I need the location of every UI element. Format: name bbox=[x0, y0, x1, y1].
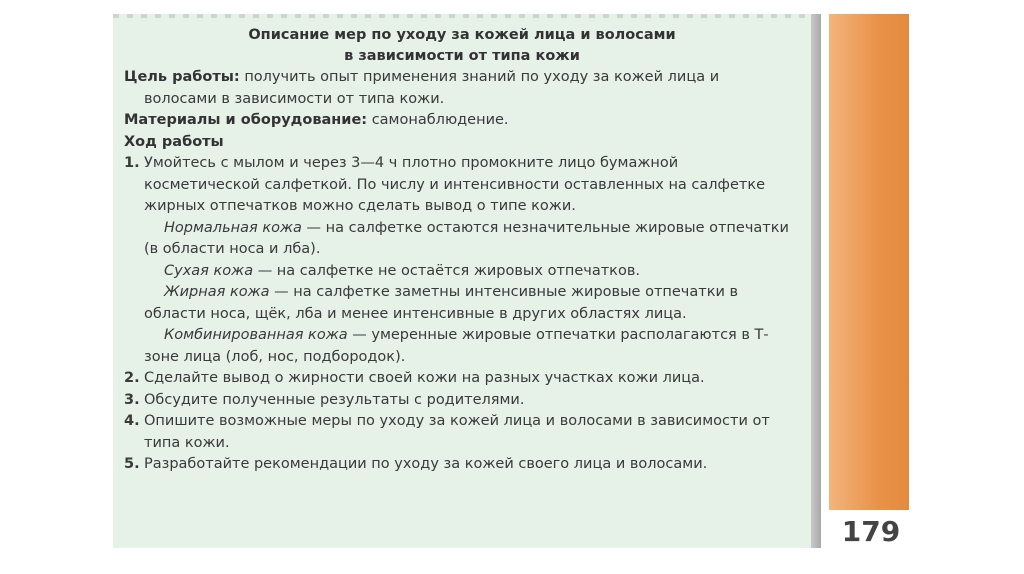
page-edge-tab bbox=[829, 14, 909, 510]
skin-type-term: Нормальная кожа bbox=[164, 219, 302, 236]
step-number: 5. bbox=[124, 456, 140, 472]
page-title-line-1: Описание мер по уходу за кожей лица и волосами bbox=[248, 27, 676, 43]
skin-type-desc: — на салфетке остаются незначительные жировые отпечатки (в области носа и лба). bbox=[144, 219, 789, 257]
step-text: Сделайте вывод о жирности своей кожи на разных участках кожи лица. bbox=[144, 370, 705, 386]
skin-type-term: Комбинированная кожа bbox=[164, 327, 348, 343]
step-5 bbox=[113, 454, 811, 476]
step-text: Опишите возможные меры по уходу за кожей лица и волосами в зависимости от типа кожи. bbox=[144, 413, 770, 451]
step-3 bbox=[113, 390, 811, 412]
page-title-line-2: в зависимости от типа кожи bbox=[344, 48, 580, 64]
step-text: Умойтесь с мылом и через 3—4 ч плотно промокните лицо бумажной косметической салфеткой. По числу и интенсивности оставленных на салфетке жирных отпечатков можно сделать вывод о типе кожи. bbox=[144, 155, 766, 214]
skin-type-oily bbox=[113, 282, 811, 325]
skin-type-term: Сухая кожа bbox=[164, 262, 254, 279]
step-number: 4. bbox=[124, 413, 140, 429]
goal-label: Цель работы: bbox=[124, 69, 240, 85]
materials-paragraph bbox=[113, 110, 811, 132]
goal-paragraph bbox=[113, 67, 811, 110]
materials-text: самонаблюдение. bbox=[371, 112, 509, 128]
page-content bbox=[113, 25, 811, 476]
step-text: Обсудите полученные результаты с родителями. bbox=[144, 391, 525, 408]
step-2 bbox=[113, 368, 811, 390]
page-gutter bbox=[811, 14, 821, 548]
step-number: 1. bbox=[124, 155, 140, 171]
skin-type-normal bbox=[113, 218, 811, 261]
cropped-top-text bbox=[113, 14, 811, 18]
goal-text: получить опыт применения знаний по уходу за кожей лица и волосами в зависимости от типа кожи. bbox=[144, 69, 720, 107]
step-number: 2. bbox=[124, 370, 140, 386]
skin-type-term: Жирная кожа bbox=[164, 284, 270, 300]
step-1 bbox=[113, 153, 811, 218]
step-text: Разработайте рекомендации по уходу за кожей своего лица и волосами. bbox=[144, 456, 708, 472]
page-number: 179 bbox=[841, 515, 901, 548]
procedure-heading: Ход работы bbox=[124, 133, 224, 150]
skin-type-dry bbox=[113, 261, 811, 283]
skin-type-combined bbox=[113, 325, 811, 368]
skin-type-desc: — умеренные жировые отпечатки располагаются в Т-зоне лица (лоб, нос, подбородок). bbox=[144, 327, 769, 365]
step-4 bbox=[113, 411, 811, 454]
materials-label: Материалы и оборудование: bbox=[124, 112, 368, 128]
step-number: 3. bbox=[124, 391, 140, 408]
skin-type-desc: — на салфетке заметны интенсивные жировые отпечатки в области носа, щёк, лба и менее интенсивные в других областях лица. bbox=[144, 284, 739, 322]
skin-type-desc: — на салфетке не остаётся жировых отпечатков. bbox=[253, 262, 640, 279]
